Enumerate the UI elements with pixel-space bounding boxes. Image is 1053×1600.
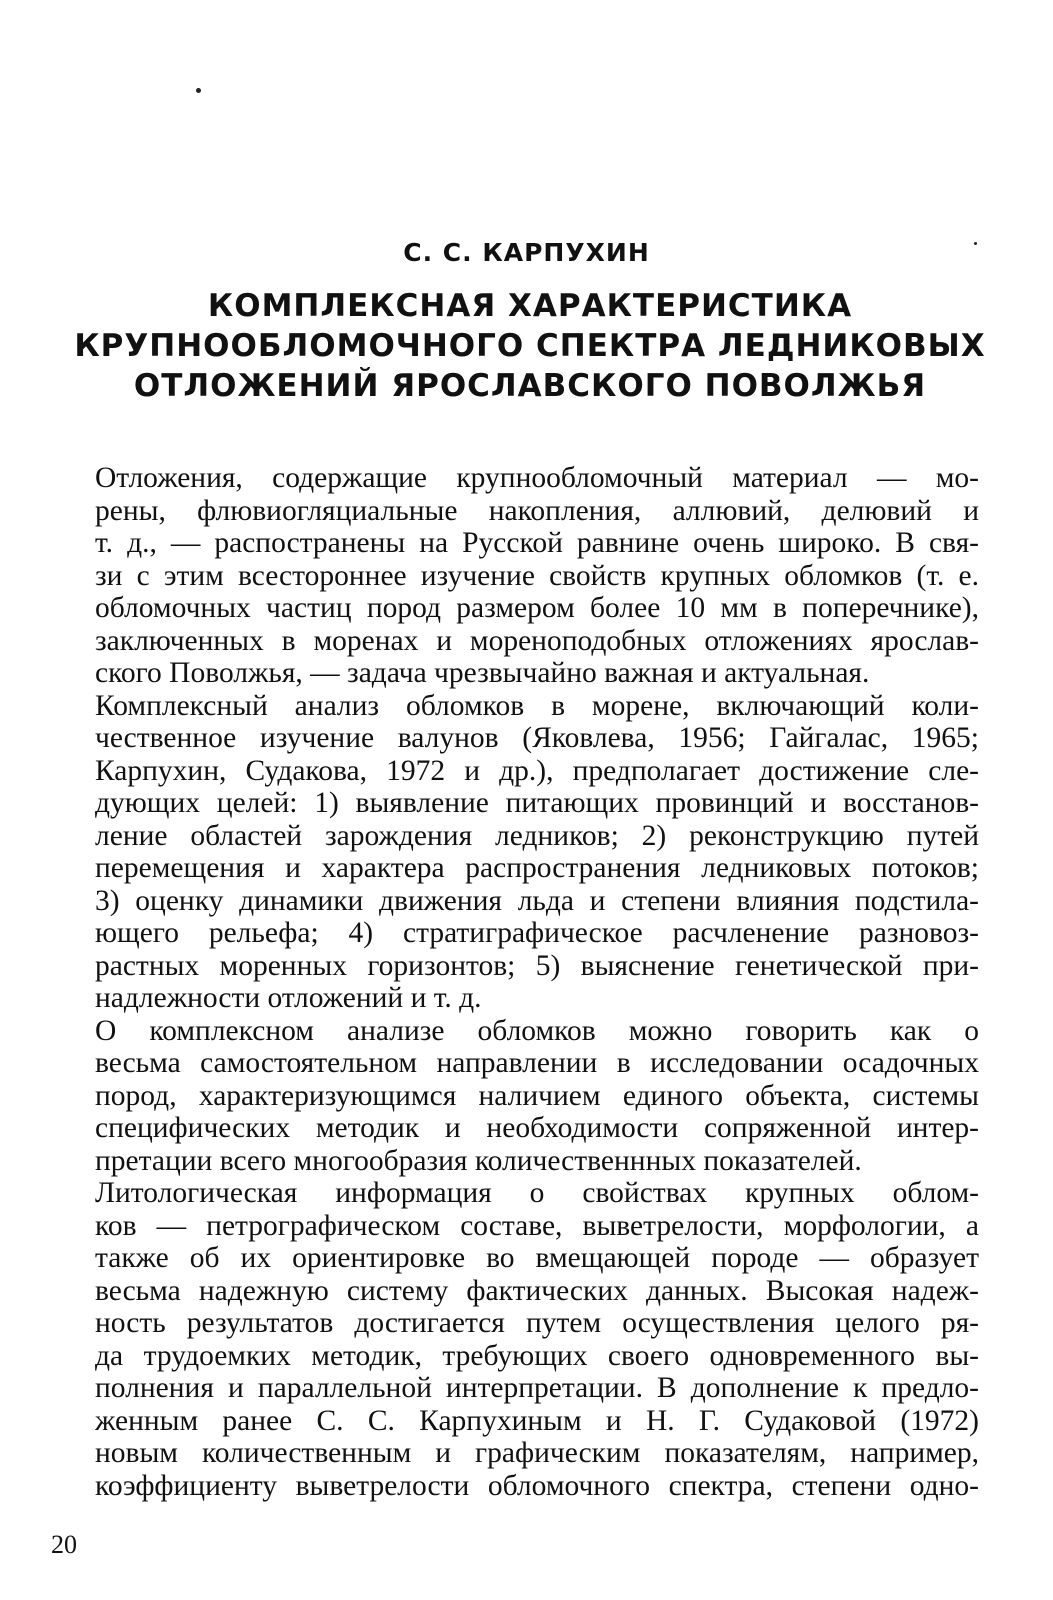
author: С. С. КАРПУХИН <box>403 238 650 267</box>
title-line: КРУПНООБЛОМОЧНОГО СПЕКТРА ЛЕДНИКОВЫХ <box>74 328 986 364</box>
text-line: заключенных в моренах и мореноподобных отложениях ярослав- <box>95 624 979 657</box>
text-line: ков — петрографическом составе, выветрелости, морфологии, а <box>95 1209 979 1242</box>
text-line: дующих целей: 1) выявление питающих провинций и восстанов- <box>95 787 979 819</box>
paragraph-1 <box>51 462 979 690</box>
text-line: полнения и параллельной интерпретации. В дополнение к предло- <box>95 1372 979 1404</box>
text-line: весьма надежную систему фактических данных. Высокая надеж- <box>95 1274 979 1307</box>
paragraph-3 <box>51 1015 979 1178</box>
page-number: 20 <box>51 1530 77 1559</box>
text-line: весьма самостоятельном направлении в исследовании осадочных <box>95 1047 979 1079</box>
text-line: растных моренных горизонтов; 5) выяснение генетической при- <box>95 949 979 982</box>
text-line: также об их ориентировке во вмещающей породе — образует <box>95 1242 979 1274</box>
text-line: специфических методик и необходимости сопряженной интер- <box>95 1112 979 1144</box>
text-line: Комплексный анализ обломков в морене, включающий коли- <box>95 689 979 722</box>
text-line: т. д., — распостранены на Русской равнине очень широко. В свя- <box>95 527 979 559</box>
text-line: да трудоемких методик, требующих своего одновременного вы- <box>95 1339 979 1372</box>
text-line: ского Поволжья, — задача чрезвычайно важная и актуальная. <box>95 657 870 689</box>
paragraph-2 <box>51 690 979 1015</box>
text-line: рены, флювиогляциальные накопления, аллювий, делювий и <box>95 494 979 527</box>
text-line: надлежности отложений и т. д. <box>95 982 482 1014</box>
article-body <box>51 462 979 1502</box>
text-line: новым количественным и графическим показателям, например, <box>95 1437 979 1469</box>
scan-speck <box>196 88 201 93</box>
paragraph-4 <box>51 1177 979 1502</box>
text-line: 3) оценку динамики движения льда и степени влияния подстила- <box>95 884 979 917</box>
text-line: зи с этим всестороннее изучение свойств крупных обломков (т. е. <box>95 559 979 592</box>
text-line: ность результатов достигается путем осуществления целого ря- <box>95 1307 979 1339</box>
text-line: Литологическая информация о свойствах крупных облом- <box>95 1177 979 1209</box>
text-line: чественное изучение валунов (Яковлева, 1956; Гайгалас, 1965; <box>95 722 979 754</box>
text-line: обломочных частиц пород размером более 10 мм в поперечнике), <box>95 592 979 624</box>
text-line: претации всего многообразия количественнных показателей. <box>95 1144 862 1177</box>
title-line: ОТЛОЖЕНИЙ ЯРОСЛАВСКОГО ПОВОЛЖЬЯ <box>133 368 927 404</box>
text-line: коэффициенту выветрелости обломочного спектра, степени одно- <box>95 1469 979 1502</box>
text-line: Карпухин, Судакова, 1972 и др.), предполагает достижение сле- <box>95 754 979 787</box>
text-line: пород, характеризующимся наличием единого объекта, системы <box>95 1079 979 1112</box>
text-line: ление областей зарождения ледников; 2) реконструкцию путей <box>95 819 979 852</box>
text-line: О комплексном анализе обломков можно говорить как о <box>95 1014 979 1047</box>
article-title <box>60 286 1000 406</box>
text-line: ющего рельефа; 4) стратиграфическое расчленение разновоз- <box>95 917 979 949</box>
text-line: перемещения и характера распространения ледниковых потоков; <box>95 852 979 884</box>
text-line: женным ранее С. С. Карпухиным и Н. Г. Судаковой (1972) <box>95 1404 979 1437</box>
text-line: Отложения, содержащие крупнообломочный материал — мо- <box>95 462 979 494</box>
title-line: КОМПЛЕКСНАЯ ХАРАКТЕРИСТИКА <box>207 288 853 324</box>
